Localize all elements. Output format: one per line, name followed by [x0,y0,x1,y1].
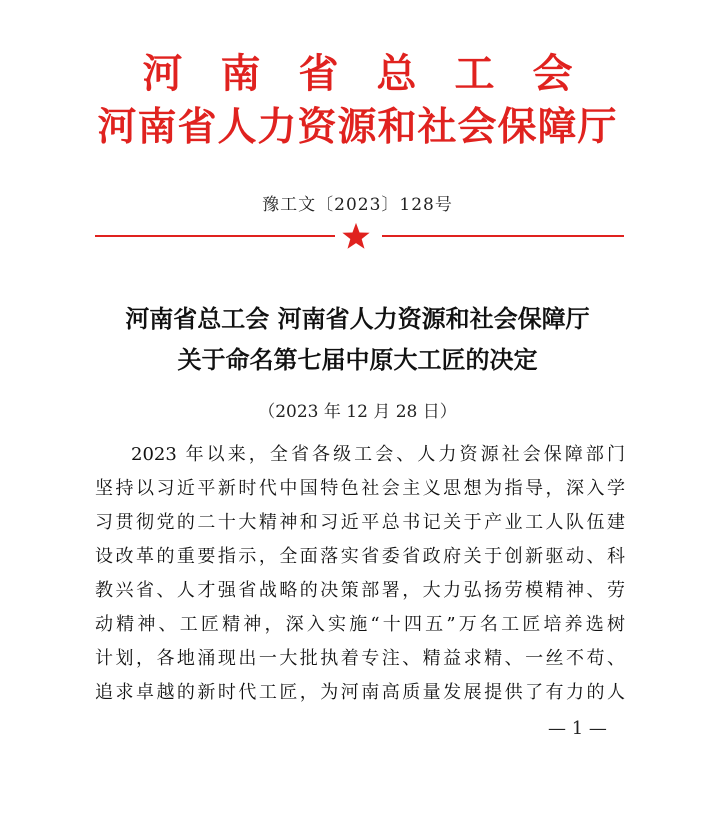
issuer-line-1: 河南省总工会 [142,50,611,97]
issuer-line-2: 河南省人力资源和社会保障厅 [97,104,618,150]
body-line: 追求卓越的新时代工匠，为河南高质量发展提供了有力的人 [95,682,625,703]
document-title-line-1: 河南省总工会 河南省人力资源和社会保障厅 [125,304,590,333]
red-separator-right [382,235,624,237]
page-number: — 1 — [548,718,607,739]
document-number: 豫工文〔2023〕128号 [262,195,453,215]
body-line: 设改革的重要指示，全面落实省委省政府关于创新驱动、科 [95,546,625,567]
body-line: 动精神、工匠精神，深入实施“十四五”万名工匠培养选树 [95,614,625,635]
body-line: 习贯彻党的二十大精神和习近平总书记关于产业工人队伍建 [95,512,625,533]
body-line: 2023 年以来，全省各级工会、人力资源社会保障部门 [131,444,625,465]
body-line: 坚持以习近平新时代中国特色社会主义思想为指导，深入学 [95,478,625,499]
document-body [95,438,625,710]
red-separator-left [95,235,335,237]
document-title-line-2: 关于命名第七届中原大工匠的决定 [177,345,538,374]
body-line: 教兴省、人才强省战略的决策部署，大力弘扬劳模精神、劳 [95,580,625,601]
document-date: （2023 年 12 月 28 日） [258,402,457,422]
star-icon [340,222,372,250]
body-line: 计划，各地涌现出一大批执着专注、精益求精、一丝不苟、 [95,648,625,669]
